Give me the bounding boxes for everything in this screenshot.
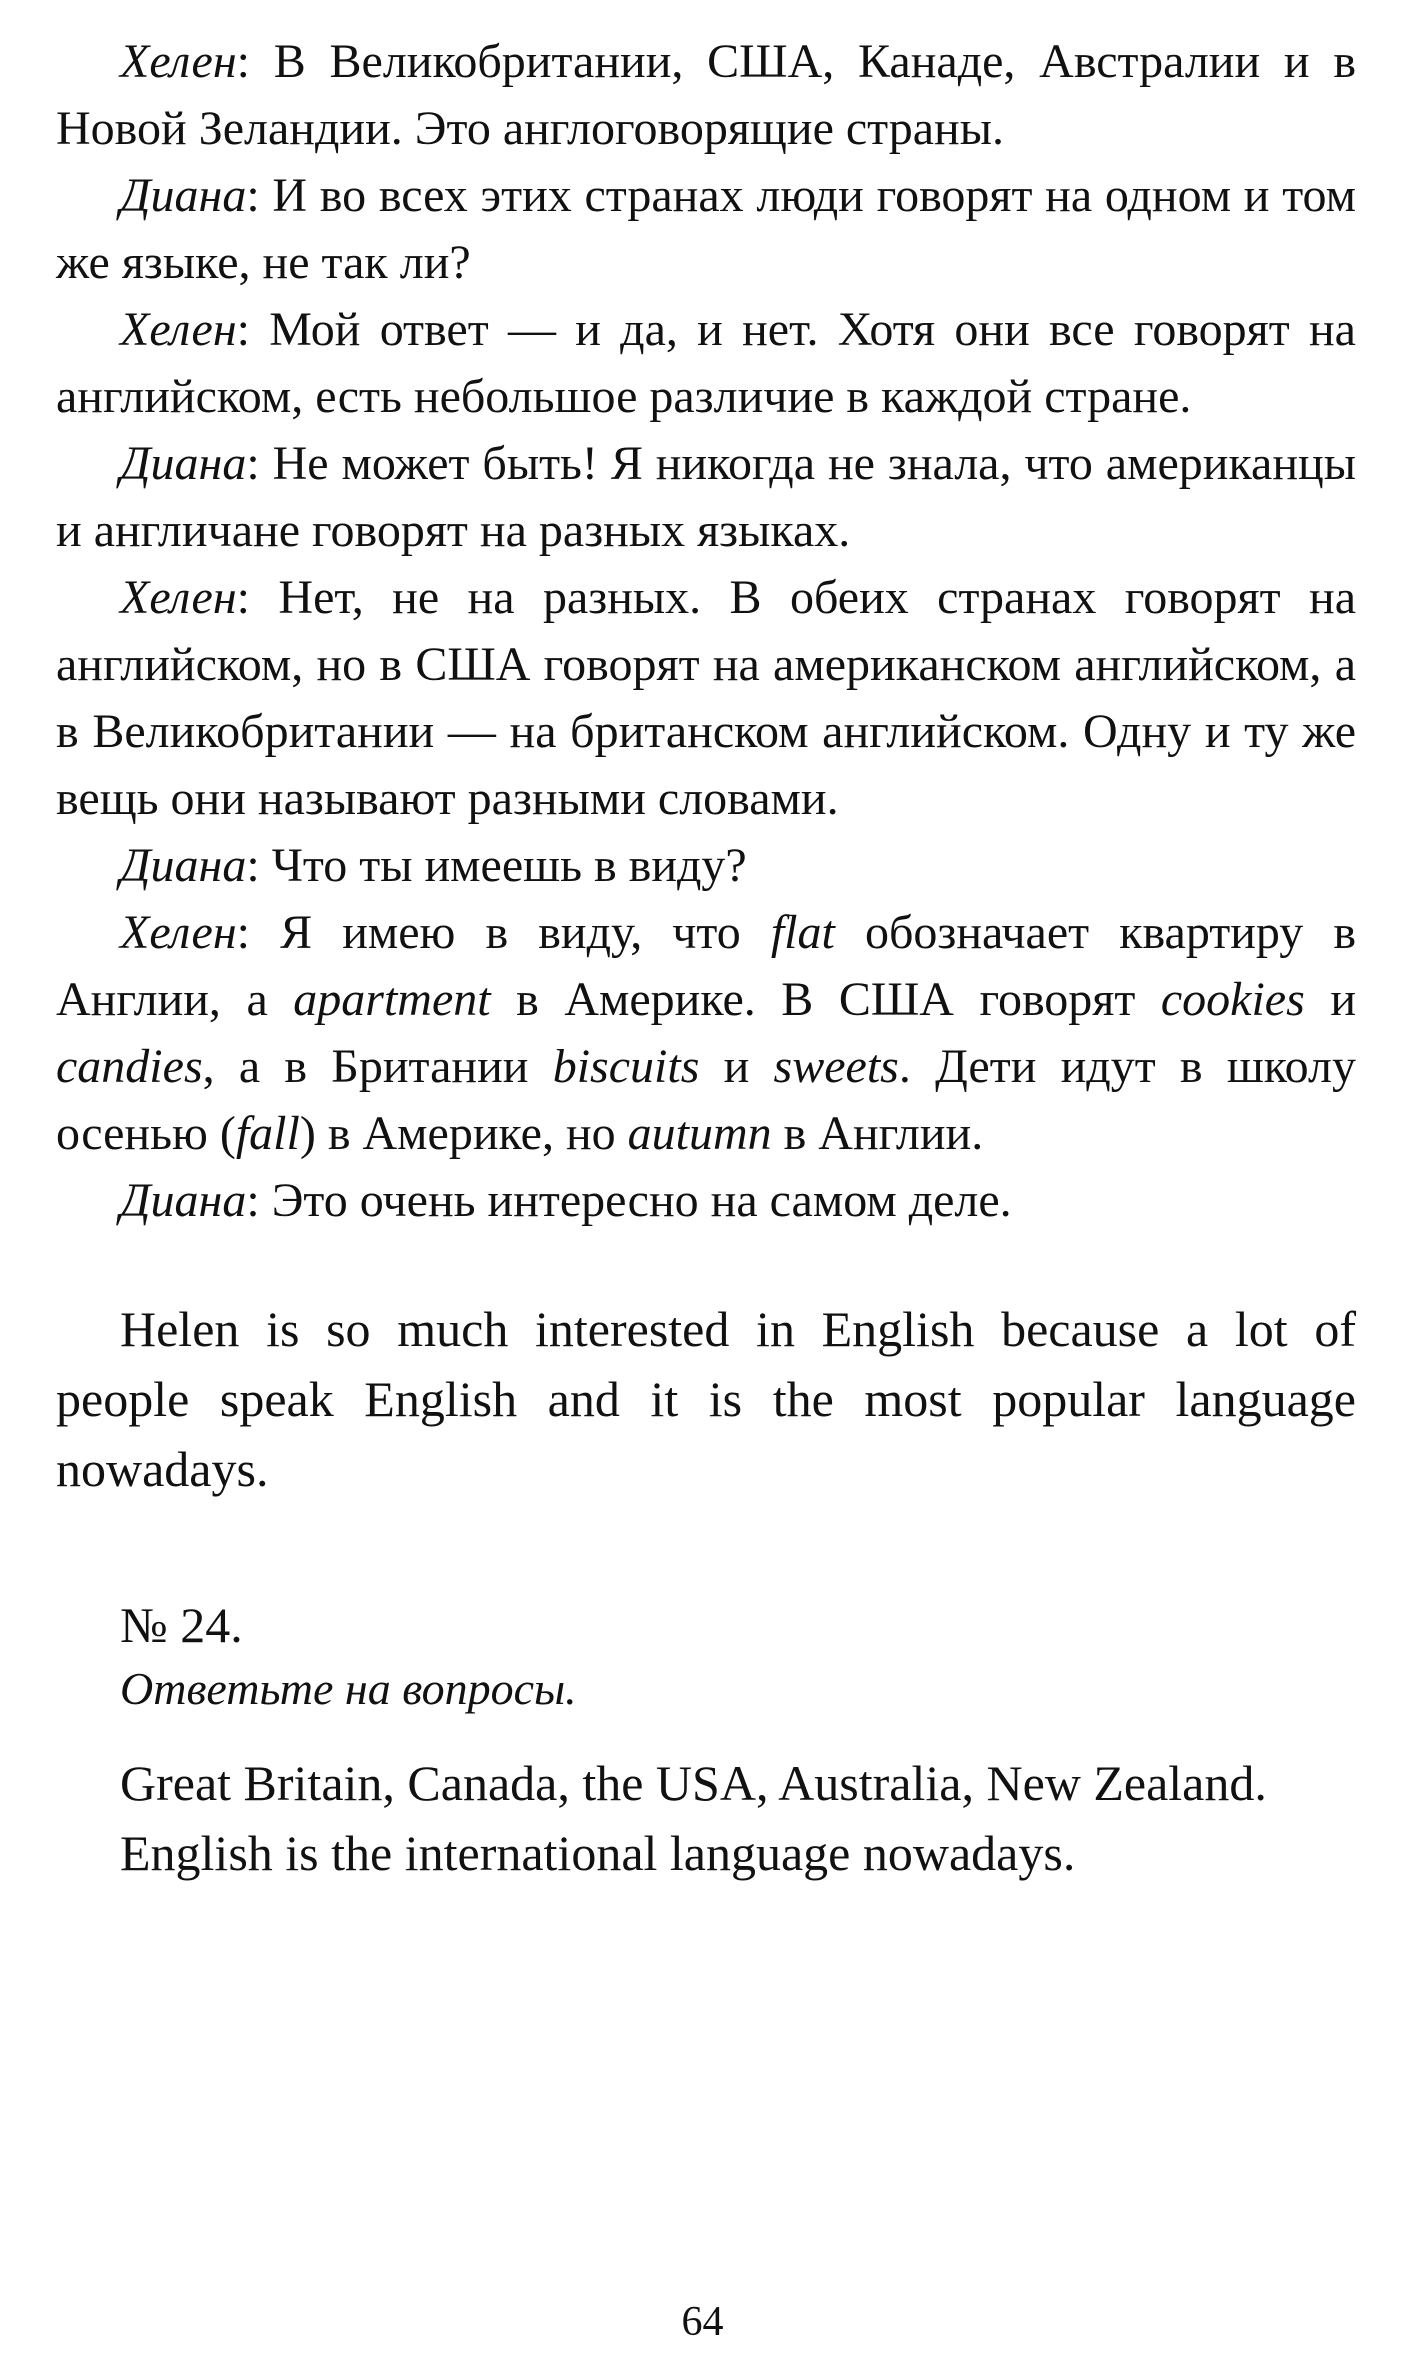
dialogue-line [56,28,1356,162]
dialogue-text: И во всех этих странах люди говорят на одном и том же языке, не так ли? [56,169,1356,289]
speaker-colon: : [246,839,272,892]
speaker-name: Хелен [120,906,237,959]
speaker-name: Диана [120,839,247,892]
page-number: 64 [681,2299,724,2345]
dialogue-text: . Дети идут в школу осенью ( [56,1040,1356,1160]
dialogue-text: ) в Америке, но [299,1107,628,1160]
spacer [56,1564,1356,1592]
english-term: sweets [773,1040,899,1093]
dialogue-text: Это очень интересно на самом деле. [271,1174,1012,1227]
dialogue-text: Что ты имеешь в виду? [271,839,747,892]
summary-paragraph: Helen is so much interested in English because a lot of people speak English and it is the most popular language nowadays. [56,1301,1356,1497]
dialogue-text: в Америке. В США говорят [490,973,1161,1026]
dialogue-line [56,162,1356,296]
english-term: apartment [293,973,491,1026]
english-term: flat [770,906,835,959]
answer-line: English is the international language nowadays. [120,1825,1076,1881]
dialogue-text: Мой ответ — и да, и нет. Хотя они все говорят на английском, есть небольшое различие в каждой стране. [56,303,1356,423]
dialogue-text: Я имею в виду, что [280,906,771,959]
english-term: fall [235,1107,300,1160]
exercise-task: Ответьте на вопросы. [120,1663,577,1714]
dialogue-line [56,832,1356,899]
dialogue-text: обозначает квартиру в Англии, а [56,906,1356,1026]
english-term: candies [56,1040,203,1093]
dialogue-text: , а в Британии [202,1040,553,1093]
speaker-colon: : [236,571,279,624]
speaker-colon: : [246,169,273,222]
dialogue-text: в Англии. [771,1107,984,1160]
speaker-name: Хелен [120,35,237,88]
speaker-name: Хелен [120,571,237,624]
spacer [56,1234,1356,1294]
english-term: biscuits [552,1040,700,1093]
speaker-colon: : [236,906,281,959]
spacer [56,1720,1356,1748]
speaker-name: Хелен [120,303,237,356]
answer-line: Great Britain, Canada, the USA, Australia, New Zealand. [120,1755,1267,1811]
english-term: cookies [1160,973,1305,1026]
dialogue-text: и [1304,973,1357,1026]
exercise-number: № 24. [120,1597,243,1653]
speaker-colon: : [236,35,274,88]
speaker-colon: : [236,303,270,356]
dialogue-line [56,899,1356,1167]
speaker-name: Диана [120,169,247,222]
speaker-colon: : [246,437,273,490]
dialogue-line [56,430,1356,564]
dialogue-text: В Великобритании, США, Канаде, Австралии и в Новой Зеландии. Это англоговорящие страны. [56,35,1356,155]
spacer [56,1504,1356,1564]
speaker-name: Диана [120,437,247,490]
dialogue-text: Нет, не на разных. В обеих странах говорят на английском, но в США говорят на американском английском, а в Великобритании — на британском английском. Одну и ту же вещь они называют разными словами. [56,571,1357,825]
speaker-name: Диана [120,1174,247,1227]
dialogue-text: Не может быть! Я никогда не знала, что американцы и англичане говорят на разных языках. [56,437,1356,557]
dialogue-text: и [699,1040,774,1093]
dialogue-block [56,28,1356,1234]
dialogue-line [56,1167,1356,1234]
dialogue-line [56,564,1356,832]
english-term: autumn [627,1107,772,1160]
speaker-colon: : [246,1174,272,1227]
dialogue-line [56,296,1356,430]
page-content [56,28,1356,1888]
